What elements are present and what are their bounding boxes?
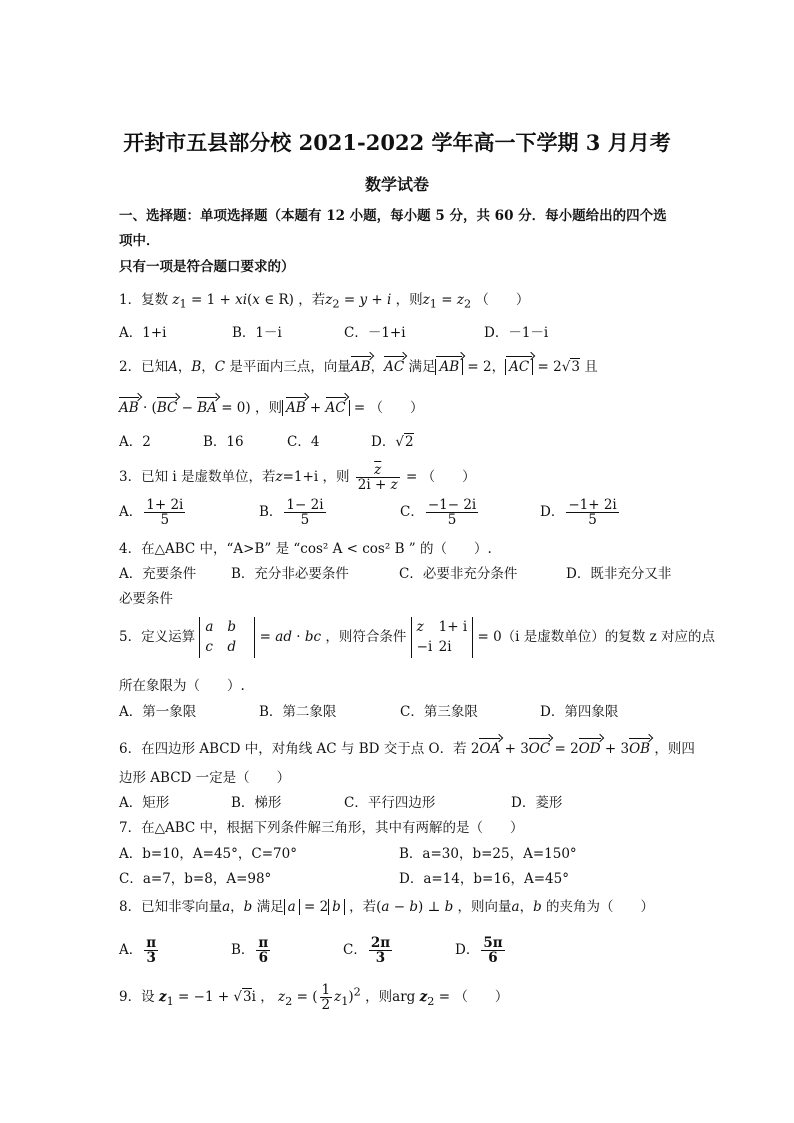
question-6-stem: 6．在四边形 ABCD 中，对角线 AC 与 BD 交于点 O．若 2OA + 3OC = 2OD + 3OB ，则四 [119, 741, 695, 757]
question-5-option-c: C．第三象限 [400, 704, 478, 720]
question-4-stem: 4．在△ABC 中，“A>B” 是 “cos² A < cos² B ” 的（ ）. [119, 541, 492, 557]
question-2-option-d: D．√2 [371, 434, 414, 450]
question-4-option-a: A．充要条件 [119, 566, 197, 582]
question-8-option-b: B． $\frac{\pi}{6}$ [231, 935, 269, 967]
question-7-option-c: C．a=7，b=8，A=98° [119, 871, 272, 887]
question-5-option-b: B．第二象限 [259, 704, 337, 720]
section-heading-line2: 项中． [119, 233, 160, 249]
exam-title: 开封市五县部分校 2021-2022 学年高一下学期 3 月月考 [123, 130, 671, 155]
question-2-stem-line2: AB · (BC − BA = 0) ，则 AB + AC = （ ） [119, 400, 424, 416]
question-1-option-b: B．1－i [232, 325, 282, 341]
question-3-stem: 3．已知 i 是虚数单位，若z=1+i ，则 $\frac{\overline{z}}{2i + z}$ = （ ） [119, 462, 476, 494]
question-5-stem-cont: 所在象限为（ ）. [119, 678, 245, 694]
question-8-option-d: D． $\frac{5\pi}{6}$ [455, 935, 503, 967]
question-4-option-c: C．必要非充分条件 [399, 566, 518, 582]
question-3-option-c: C． $\frac{-1- 2i}{5}$ [400, 497, 477, 529]
question-6-option-a: A．矩形 [119, 795, 170, 811]
question-4-option-d: D．既非充分又非 [566, 566, 672, 582]
question-4-option-d-cont: 必要条件 [119, 591, 173, 607]
question-3-option-b: B． $\frac{1- 2i}{5}$ [259, 497, 324, 529]
question-6-stem-cont: 边形 ABCD 一定是（ ） [119, 770, 291, 786]
question-7-stem: 7．在△ABC 中，根据下列条件解三角形，其中有两解的是（ ） [119, 820, 524, 836]
question-9-stem: 9．设 $z_1 = -1 + √3i$ ， $z_2$ = ( $\frac{1}{2}$ $z_1)^2$ ，则arg $z_2$ = （ ） [119, 982, 509, 1014]
question-7-option-a: A．b=10，A=45°，C=70° [119, 846, 297, 862]
question-2-option-b: B．16 [203, 434, 244, 450]
question-6-option-c: C．平行四边形 [344, 795, 436, 811]
exam-subtitle: 数学试卷 [364, 175, 429, 194]
question-3-option-a: A． $\frac{1+ 2i}{5}$ [119, 497, 184, 529]
question-5-option-d: D．第四象限 [540, 704, 619, 720]
question-1-option-a: A．1+i [119, 325, 167, 341]
question-5-stem: 5．定义运算 a b c d = ad · bc ，则符合条件 z 1+ i −i 2i = 0（i 是虚数单位）的复数 z 对应的点 [119, 617, 715, 658]
question-3-option-d: D． $\frac{-1+ 2i}{5}$ [540, 497, 617, 529]
question-8-stem: 8．已知非零向量a，b 满足 a = 2 b ，若(a − b) ⊥ b ，则向量a，b 的夹角为（ ） [119, 899, 655, 915]
question-2-option-a: A．2 [119, 434, 151, 450]
section-heading-line3: 只有一项是符合题口要求的） [119, 259, 295, 275]
question-7-option-b: B．a=30，b=25，A=150° [399, 846, 577, 862]
question-2-option-c: C．4 [287, 434, 320, 450]
question-8-option-c: C． $\frac{2\pi}{3}$ [343, 935, 391, 967]
question-7-option-d: D．a=14，b=16，A=45° [399, 871, 569, 887]
question-2-stem-line1: 2．已知A，B，C 是平面内三点，向量AB，AC 满足 AB = 2， AC = 2√3 且 [119, 359, 598, 375]
question-6-option-b: B．梯形 [231, 795, 282, 811]
question-5-option-a: A．第一象限 [119, 704, 197, 720]
question-1-option-c: C．－1+i [344, 325, 406, 341]
section-heading-line1: 一、选择题：单项选择题（本题有 12 小题，每小题 5 分，共 60 分．每小题给出的四个选 [119, 208, 667, 224]
question-4-option-b: B．充分非必要条件 [231, 566, 349, 582]
question-1-stem: 1．复数 $z_1 = 1 + xi(x$ ∈ R) ，若$z_2 = y + i$ ，则$z_1 = z_2$ （ ） [119, 292, 530, 311]
question-6-option-d: D．菱形 [511, 795, 563, 811]
question-1-option-d: D．－1－i [484, 325, 549, 341]
question-8-option-a: A． $\frac{\pi}{3}$ [119, 935, 157, 967]
